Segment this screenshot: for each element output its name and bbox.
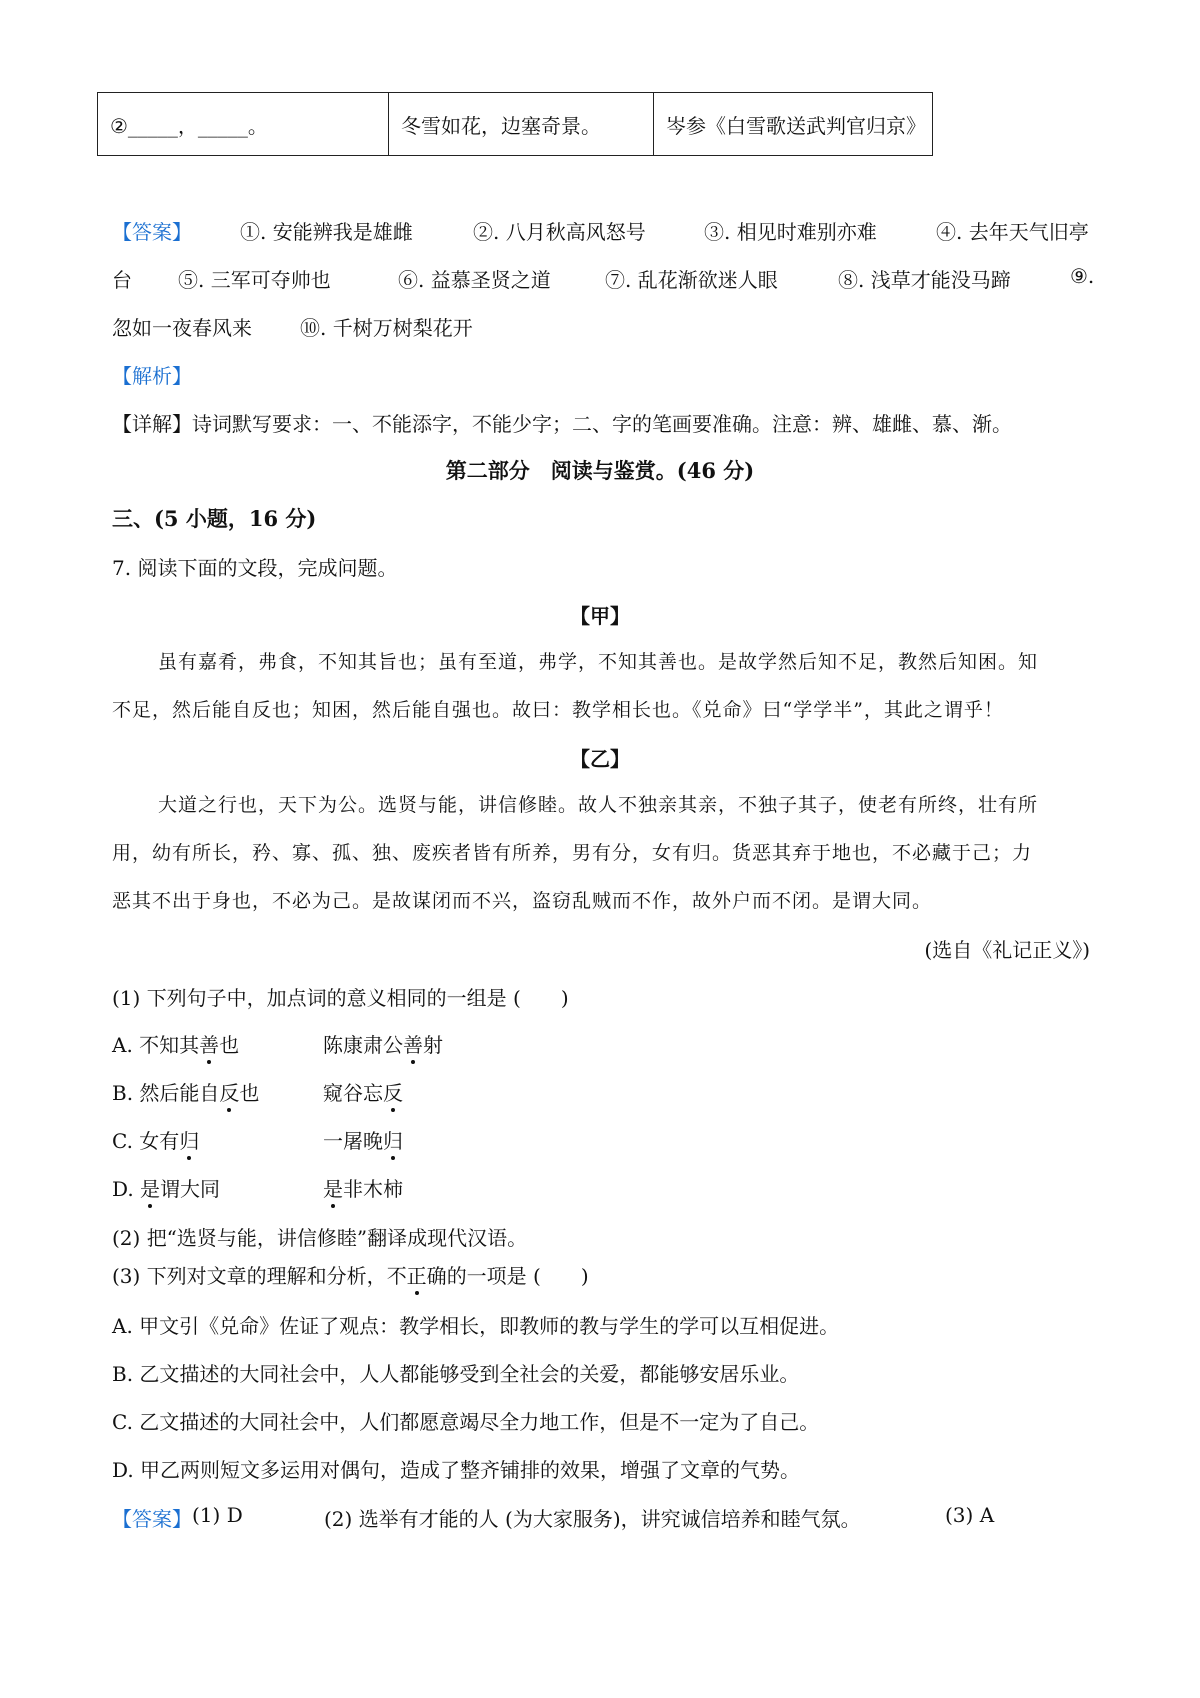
subquestion-3-stem: (3) 下列对文章的理解和分析，不正确的一项是 ( )	[112, 1264, 589, 1288]
subquestion-1-stem: (1) 下列句子中，加点词的意义相同的一组是 ( )	[112, 986, 569, 1010]
option-b-left: B. 然后能自反也	[112, 1081, 260, 1105]
answer-item: ①. 安能辨我是雄雌	[240, 220, 413, 244]
answer-item: ②. 八月秋高风怒号	[473, 220, 646, 244]
dotted-word: 是	[323, 1177, 343, 1201]
dotted-word: 反	[383, 1081, 403, 1105]
option-c-right: 一屠晚归	[323, 1129, 403, 1153]
passage-yi-label: 【乙】	[570, 747, 630, 771]
option-c-left: C. 女有归	[112, 1129, 200, 1153]
dotted-word: 善	[403, 1033, 423, 1057]
passage-yi-line: 大道之行也，天下为公。选贤与能，讲信修睦。故人不独亲其亲，不独子其子，使老有所终，壮有所	[158, 794, 1039, 816]
answer-3: (3) A	[945, 1503, 995, 1527]
answer-tag: 【答案】	[112, 220, 192, 244]
answer-item: ⑨.	[1070, 264, 1095, 288]
dotted-word: 不正确	[386, 1264, 447, 1288]
hint-cell: 冬雪如花，边塞奇景。	[389, 93, 654, 156]
answer-tag: 【答案】	[112, 1507, 192, 1531]
answer-item: 台	[112, 268, 132, 292]
dotted-word: 善	[199, 1033, 220, 1057]
subquestion-3-option: D. 甲乙两则短文多运用对偶句，造成了整齐铺排的效果，增强了文章的气势。	[112, 1458, 801, 1482]
passage-jia-label: 【甲】	[570, 604, 630, 628]
passage-yi-line: 用，幼有所长，矜、寡、孤、独、废疾者皆有所养，男有分，女有归。货恶其弃于地也，不必藏于己；力	[112, 842, 1033, 864]
passage-jia-line: 虽有嘉肴，弗食，不知其旨也；虽有至道，弗学，不知其善也。是故学然后知不足，教然后知困。知	[158, 651, 1039, 673]
part2-title: 第二部分 阅读与鉴赏。(46 分)	[445, 458, 755, 483]
dotted-word: 归	[179, 1129, 200, 1153]
answer-1: (1) D	[192, 1503, 243, 1527]
detail-text: 【详解】诗词默写要求：一、不能添字，不能少字；二、字的笔画要准确。注意：辨、雄雌、慕、渐。	[112, 412, 1012, 436]
option-a-left: A. 不知其善也	[112, 1033, 240, 1057]
dotted-word: 归	[383, 1129, 403, 1153]
question-7: 7. 阅读下面的文段，完成问题。	[112, 556, 398, 580]
option-d-left: D. 是谓大同	[112, 1177, 221, 1201]
subquestion-3-option: C. 乙文描述的大同社会中，人们都愿意竭尽全力地工作，但是不一定为了自己。	[112, 1410, 820, 1434]
passage-jia-line: 不足，然后能自反也；知困，然后能自强也。故曰：教学相长也。《兑命》曰“学学半”，其此之谓乎！	[112, 699, 1004, 721]
answer-item: ⑥. 益慕圣贤之道	[398, 268, 551, 292]
recitation-table	[97, 92, 933, 156]
option-b-right: 窥谷忘反	[323, 1081, 403, 1105]
passage-yi-line: 恶其不出于身也，不必为己。是故谋闭而不兴，盗窃乱贼而不作，故外户而不闭。是谓大同。	[112, 890, 933, 912]
option-a-right: 陈康肃公善射	[323, 1033, 443, 1057]
source-cell: 岑参《白雪歌送武判官归京》	[654, 93, 933, 156]
table-row	[98, 93, 933, 156]
answer-2: (2) 选举有才能的人 (为大家服务)，讲究诚信培养和睦气氛。	[324, 1507, 861, 1531]
answer-item: ④. 去年天气旧亭	[936, 220, 1089, 244]
option-d-right: 是非木柿	[323, 1177, 403, 1201]
dotted-word: 是	[140, 1177, 161, 1201]
answer-item: ⑧. 浅草才能没马蹄	[838, 268, 1011, 292]
answer-item: 忽如一夜春风来	[112, 316, 252, 340]
answer-item: ⑦. 乱花渐欲迷人眼	[605, 268, 778, 292]
subquestion-2: (2) 把“选贤与能，讲信修睦”翻译成现代汉语。	[112, 1226, 528, 1250]
answer-item: ⑤. 三军可夺帅也	[178, 268, 331, 292]
answer-item: ③. 相见时难别亦难	[704, 220, 877, 244]
analysis-tag: 【解析】	[112, 364, 192, 388]
subquestion-3-option: A. 甲文引《兑命》佐证了观点：教学相长，即教师的教与学生的学可以互相促进。	[112, 1314, 840, 1338]
blank-cell: ②_____，_____。	[98, 93, 389, 156]
passage-source: (选自《礼记正义》)	[924, 938, 1090, 962]
section3-heading: 三、(5 小题，16 分)	[112, 506, 317, 531]
dotted-word: 反	[219, 1081, 240, 1105]
subquestion-3-option: B. 乙文描述的大同社会中，人人都能够受到全社会的关爱，都能够安居乐业。	[112, 1362, 800, 1386]
answer-item: ⑩. 千树万树梨花开	[300, 316, 473, 340]
